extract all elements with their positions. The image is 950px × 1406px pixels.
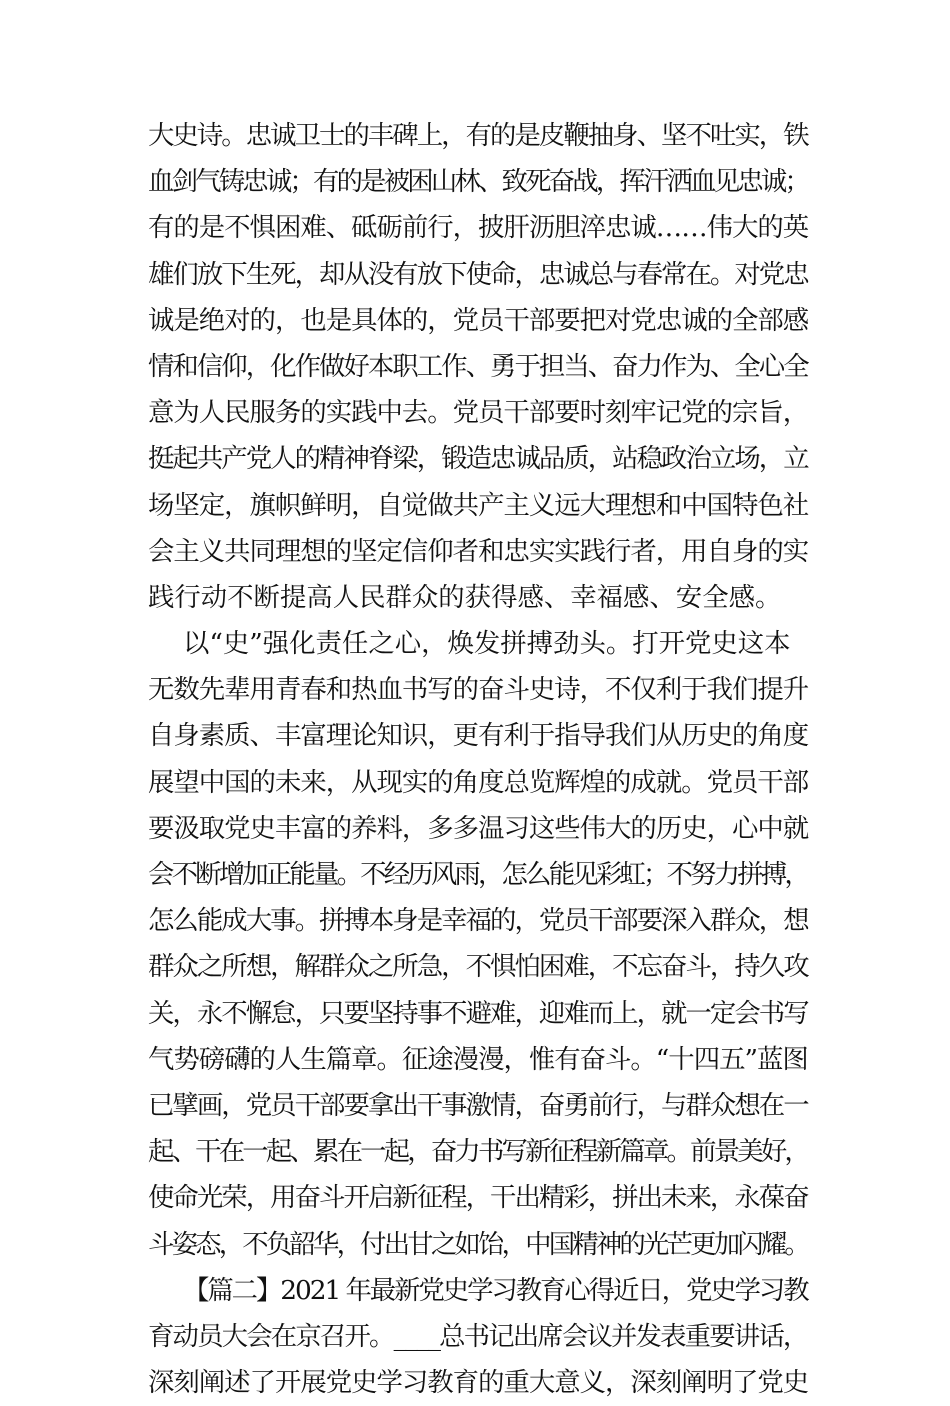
text-line: 场坚定，旗帜鲜明，自觉做共产主义远大理想和中国特色社	[148, 489, 809, 521]
text-line: 会主义共同理想的坚定信仰者和忠实实践行者，用自身的实	[148, 535, 809, 567]
text-line: 群众之所想，解群众之所急，不惧怕困难，不忘奋斗，持久攻	[148, 951, 808, 983]
text-line: 已擘画，党员干部要拿出干事激情，奋勇前行，与群众想在一	[148, 1089, 808, 1121]
text-line: 怎么能成大事。拼搏本身是幸福的，党员干部要深入群众，想	[148, 905, 808, 937]
text-line: 践行动不断提高人民群众的获得感、幸福感、安全感。	[148, 581, 782, 613]
text-line: 雄们放下生死，却从没有放下使命，忠诚总与春常在。对党忠	[148, 258, 808, 290]
text-line: 气势磅礴的人生篇章。征途漫漫，惟有奋斗。“十四五”蓝图	[148, 1043, 808, 1075]
text-line: 意为人民服务的实践中去。党员干部要时刻牢记党的宗旨，	[148, 397, 809, 429]
text-line: 育动员大会在京召开。____总书记出席会议并发表重要讲话，	[148, 1320, 808, 1352]
text-line: 要汲取党史丰富的养料，多多温习这些伟大的历史，心中就	[148, 812, 809, 844]
text-line: 无数先辈用青春和热血书写的奋斗史诗，不仅利于我们提升	[148, 674, 809, 706]
text-line: 情和信仰，化作做好本职工作、勇于担当、奋力作为、全心全	[148, 350, 808, 382]
text-line: 诚是绝对的，也是具体的，党员干部要把对党忠诚的全部感	[148, 304, 809, 336]
text-line: 使命光荣，用奋斗开启新征程，干出精彩，拼出未来，永葆奋	[148, 1182, 808, 1214]
text-line: 大史诗。忠诚卫士的丰碑上，有的是皮鞭抽身、坚不吐实，铁	[148, 120, 808, 151]
text-line: 血剑气铸忠诚；有的是被困山林、致死奋战，挥汗洒血见忠诚；	[148, 166, 808, 198]
text-line: 关，永不懈怠，只要坚持事不避难，迎难而上，就一定会书写	[148, 997, 808, 1029]
text-line: 斗姿态，不负韶华，付出甘之如饴，中国精神的光芒更加闪耀。	[148, 1228, 808, 1260]
text-line: 展望中国的未来，从现实的角度总览辉煌的成就。党员干部	[148, 766, 809, 798]
text-line: 挺起共产党人的精神脊梁，锻造忠诚品质，站稳政治立场，立	[148, 443, 808, 475]
body-text	[148, 113, 808, 1406]
text-line: 有的是不惧困难、砥砺前行，披肝沥胆淬忠诚……伟大的英	[148, 212, 809, 244]
text-line: 【篇二】2021 年最新党史学习教育心得近日，党史学习教	[183, 1274, 808, 1306]
text-line: 起、干在一起、累在一起，奋力书写新征程新篇章。前景美好，	[148, 1136, 808, 1168]
text-line: 自身素质、丰富理论知识，更有利于指导我们从历史的角度	[148, 720, 809, 752]
text-line: 以“史”强化责任之心，焕发拼搏劲头。打开党史这本	[183, 628, 791, 660]
text-line: 会不断增加正能量。不经历风雨，怎么能见彩虹；不努力拼搏，	[148, 859, 808, 890]
text-line: 深刻阐述了开展党史学习教育的重大意义，深刻阐明了党史	[148, 1367, 809, 1399]
